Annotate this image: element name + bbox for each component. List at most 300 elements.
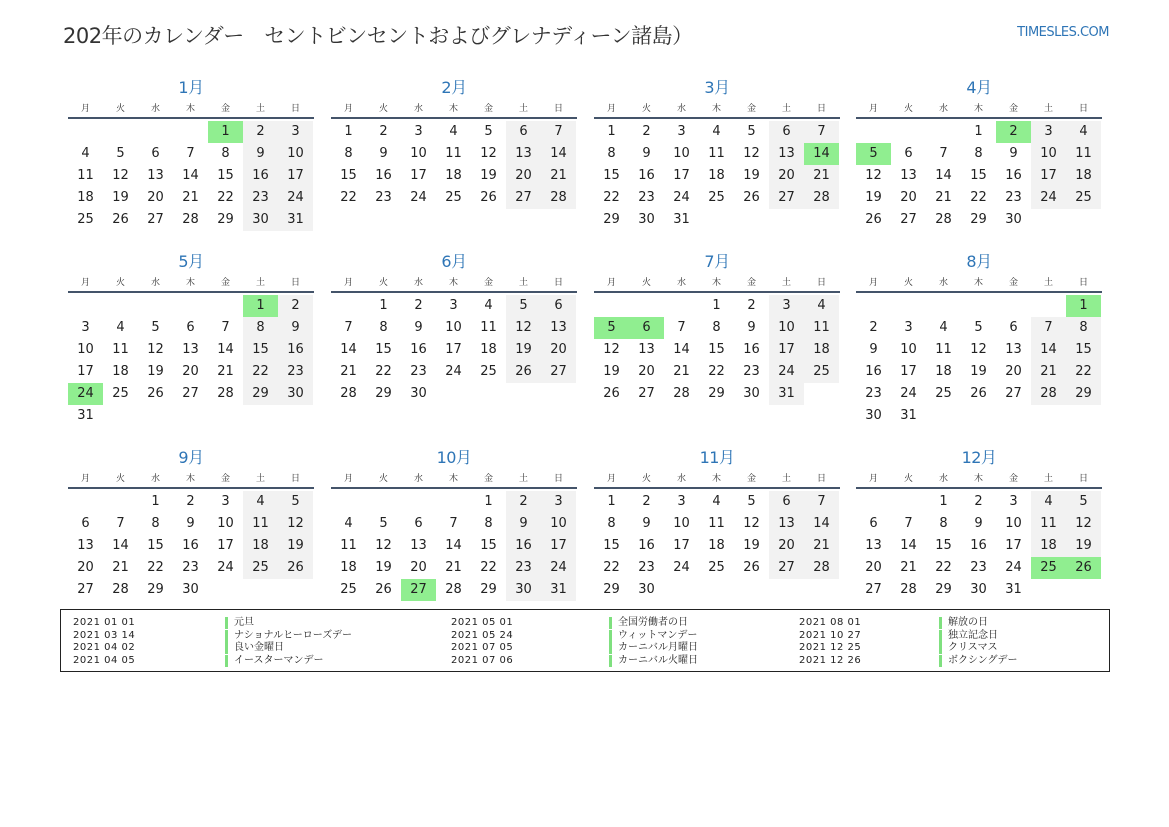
day-cell: 21 bbox=[541, 165, 576, 187]
day-cell: 10 bbox=[278, 143, 313, 165]
day-cell: 9 bbox=[186, 516, 195, 531]
day-cell: 12 bbox=[865, 168, 882, 183]
month-divider bbox=[68, 117, 314, 119]
month-name: 3月 bbox=[704, 78, 730, 97]
day-cell: 18 bbox=[935, 364, 952, 379]
day-cell: 28 bbox=[935, 212, 952, 227]
day-cell: 20 bbox=[638, 364, 655, 379]
day-cell: 16 bbox=[970, 538, 987, 553]
day-cell: 5 bbox=[484, 124, 493, 139]
day-cell: 6 bbox=[506, 121, 541, 143]
holiday-date: 2021 12 26 bbox=[799, 654, 862, 666]
weekday-label: 金 bbox=[220, 278, 230, 288]
day-cell: 7 bbox=[804, 491, 839, 513]
day-cell: 12 bbox=[480, 146, 497, 161]
day-cell: 20 bbox=[769, 165, 804, 187]
day-cell: 11 bbox=[243, 513, 278, 535]
day-cell: 3 bbox=[278, 121, 313, 143]
page-title: 202年のカレンダー セントビンセントおよびグレナディーン諸島） bbox=[63, 24, 693, 48]
day-cell: 29 bbox=[1066, 383, 1101, 405]
weekday-label: 土 bbox=[255, 474, 265, 484]
weekday-label: 金 bbox=[483, 474, 493, 484]
holiday-date: 2021 03 14 bbox=[73, 629, 136, 641]
day-cell: 11 bbox=[112, 342, 129, 357]
holiday-name: ボクシングデー bbox=[939, 655, 1018, 667]
day-cell: 26 bbox=[112, 212, 129, 227]
day-cell: 23 bbox=[506, 557, 541, 579]
day-cell: 30 bbox=[182, 582, 199, 597]
weekday-header bbox=[594, 275, 840, 287]
day-cell: 30 bbox=[865, 408, 882, 423]
weekday-label: 水 bbox=[938, 278, 948, 288]
weekday-label: 金 bbox=[1008, 104, 1018, 114]
day-cell: 30 bbox=[506, 579, 541, 601]
day-cell: 29 bbox=[243, 383, 278, 405]
day-cell: 20 bbox=[865, 560, 882, 575]
month-12 bbox=[856, 445, 1102, 601]
day-cell: 23 bbox=[410, 364, 427, 379]
day-cell: 3 bbox=[221, 494, 230, 509]
day-cell: 14 bbox=[112, 538, 129, 553]
site-link[interactable]: TIMESLES.COM bbox=[1017, 25, 1109, 40]
weekday-label: 水 bbox=[676, 104, 686, 114]
day-cell: 21 bbox=[112, 560, 129, 575]
day-cell: 25 bbox=[935, 386, 952, 401]
day-cell: 20 bbox=[410, 560, 427, 575]
day-cell: 18 bbox=[1066, 165, 1101, 187]
weekday-label: 水 bbox=[150, 474, 160, 484]
day-cell: 14 bbox=[182, 168, 199, 183]
day-cell: 2 bbox=[506, 491, 541, 513]
weekday-label: 水 bbox=[938, 474, 948, 484]
holiday-day: 26 bbox=[1066, 557, 1101, 579]
day-cell: 7 bbox=[344, 320, 353, 335]
day-cell: 18 bbox=[77, 190, 94, 205]
day-cell: 24 bbox=[445, 364, 462, 379]
day-cell: 6 bbox=[81, 516, 90, 531]
day-cell: 15 bbox=[970, 168, 987, 183]
weekday-label: 木 bbox=[973, 474, 983, 484]
day-cell: 11 bbox=[804, 317, 839, 339]
month-3 bbox=[594, 75, 840, 231]
day-cell: 8 bbox=[344, 146, 353, 161]
day-cell: 17 bbox=[541, 535, 576, 557]
day-cell: 28 bbox=[445, 582, 462, 597]
day-cell: 8 bbox=[607, 146, 616, 161]
day-cell: 3 bbox=[769, 295, 804, 317]
day-cell: 2 bbox=[278, 295, 313, 317]
day-cell: 29 bbox=[935, 582, 952, 597]
day-cell: 7 bbox=[1031, 317, 1066, 339]
weekday-label: 火 bbox=[378, 278, 388, 288]
day-cell: 31 bbox=[278, 209, 313, 231]
weekday-label: 土 bbox=[1043, 104, 1053, 114]
day-cell: 19 bbox=[743, 538, 760, 553]
day-cell: 9 bbox=[379, 146, 388, 161]
day-cell: 25 bbox=[480, 364, 497, 379]
day-cell: 8 bbox=[221, 146, 230, 161]
day-cell: 26 bbox=[865, 212, 882, 227]
holiday-date: 2021 05 24 bbox=[451, 629, 514, 641]
month-1 bbox=[68, 75, 314, 231]
day-cell: 16 bbox=[638, 538, 655, 553]
holiday-date: 2021 04 02 bbox=[73, 642, 136, 653]
day-cell: 2 bbox=[747, 298, 756, 313]
day-cell: 14 bbox=[673, 342, 690, 357]
weekday-label: 月 bbox=[606, 104, 616, 114]
day-cell: 5 bbox=[1066, 491, 1101, 513]
day-cell: 25 bbox=[445, 190, 462, 205]
day-cell: 14 bbox=[340, 342, 357, 357]
month-5 bbox=[68, 249, 314, 427]
day-cell: 29 bbox=[217, 212, 234, 227]
day-cell: 7 bbox=[939, 146, 948, 161]
day-cell: 8 bbox=[974, 146, 983, 161]
day-cell: 23 bbox=[278, 361, 313, 383]
holiday-date: 2021 07 06 bbox=[451, 654, 514, 666]
day-cell: 1 bbox=[939, 494, 948, 509]
day-cell: 29 bbox=[375, 386, 392, 401]
weekday-label: 火 bbox=[903, 278, 913, 288]
day-cell: 13 bbox=[769, 513, 804, 535]
day-cell: 27 bbox=[638, 386, 655, 401]
weekday-label: 金 bbox=[483, 104, 493, 114]
holiday-day: 1 bbox=[243, 295, 278, 317]
day-cell: 3 bbox=[449, 298, 458, 313]
day-cell: 10 bbox=[77, 342, 94, 357]
holiday-day: 25 bbox=[1031, 557, 1066, 579]
day-cell: 1 bbox=[344, 124, 353, 139]
day-cell: 3 bbox=[81, 320, 90, 335]
day-cell: 12 bbox=[278, 513, 313, 535]
day-cell: 17 bbox=[410, 168, 427, 183]
weekday-label: 月 bbox=[868, 278, 878, 288]
day-cell: 8 bbox=[379, 320, 388, 335]
weekday-label: 日 bbox=[816, 104, 826, 114]
day-cell: 9 bbox=[642, 516, 651, 531]
day-cell: 6 bbox=[769, 121, 804, 143]
day-cell: 11 bbox=[480, 320, 497, 335]
weekday-label: 木 bbox=[185, 278, 195, 288]
holiday-date: 2021 12 25 bbox=[799, 642, 862, 653]
day-cell: 7 bbox=[449, 516, 458, 531]
day-cell: 28 bbox=[804, 557, 839, 579]
day-cell: 15 bbox=[243, 339, 278, 361]
day-cell: 22 bbox=[480, 560, 497, 575]
day-cell: 31 bbox=[1005, 582, 1022, 597]
day-cell: 7 bbox=[116, 516, 125, 531]
day-cell: 7 bbox=[677, 320, 686, 335]
weekday-header bbox=[594, 101, 840, 113]
day-cell: 31 bbox=[900, 408, 917, 423]
day-cell: 15 bbox=[147, 538, 164, 553]
holiday-date: 2021 01 01 bbox=[73, 617, 136, 628]
day-cell: 16 bbox=[506, 535, 541, 557]
weekday-label: 火 bbox=[641, 278, 651, 288]
day-cell: 26 bbox=[743, 190, 760, 205]
day-cell: 21 bbox=[804, 165, 839, 187]
day-cell: 19 bbox=[147, 364, 164, 379]
day-cell: 6 bbox=[769, 491, 804, 513]
day-cell: 10 bbox=[541, 513, 576, 535]
holiday-day: 1 bbox=[208, 121, 243, 143]
holiday-day: 24 bbox=[68, 383, 103, 405]
day-cell: 30 bbox=[278, 383, 313, 405]
weekday-label: 土 bbox=[781, 104, 791, 114]
day-cell: 19 bbox=[603, 364, 620, 379]
weekday-label: 日 bbox=[553, 474, 563, 484]
day-cell: 27 bbox=[147, 212, 164, 227]
weekday-label: 土 bbox=[781, 474, 791, 484]
day-cell: 12 bbox=[743, 146, 760, 161]
weekday-header bbox=[331, 471, 577, 483]
weekday-label: 金 bbox=[220, 104, 230, 114]
day-cell: 28 bbox=[900, 582, 917, 597]
day-cell: 17 bbox=[673, 168, 690, 183]
month-6 bbox=[331, 249, 577, 405]
day-cell: 7 bbox=[804, 121, 839, 143]
month-name: 10月 bbox=[436, 448, 472, 467]
day-cell: 19 bbox=[278, 535, 313, 557]
day-cell: 18 bbox=[708, 538, 725, 553]
weekday-header bbox=[68, 471, 314, 483]
day-cell: 5 bbox=[116, 146, 125, 161]
month-name: 1月 bbox=[178, 78, 204, 97]
weekday-label: 水 bbox=[676, 474, 686, 484]
holiday-day: 14 bbox=[804, 143, 839, 165]
day-cell: 26 bbox=[970, 386, 987, 401]
day-cell: 8 bbox=[712, 320, 721, 335]
day-cell: 17 bbox=[278, 165, 313, 187]
day-cell: 13 bbox=[147, 168, 164, 183]
day-cell: 4 bbox=[81, 146, 90, 161]
day-cell: 9 bbox=[1009, 146, 1018, 161]
weekday-label: 水 bbox=[150, 278, 160, 288]
month-divider bbox=[856, 117, 1102, 119]
day-cell: 28 bbox=[182, 212, 199, 227]
day-cell: 23 bbox=[1005, 190, 1022, 205]
day-cell: 12 bbox=[112, 168, 129, 183]
day-cell: 12 bbox=[970, 342, 987, 357]
day-cell: 29 bbox=[970, 212, 987, 227]
day-cell: 2 bbox=[974, 494, 983, 509]
day-cell: 16 bbox=[1005, 168, 1022, 183]
weekday-label: 月 bbox=[606, 278, 616, 288]
day-cell: 9 bbox=[642, 146, 651, 161]
day-cell: 12 bbox=[1066, 513, 1101, 535]
day-cell: 6 bbox=[1009, 320, 1018, 335]
weekday-label: 水 bbox=[938, 104, 948, 114]
weekday-label: 土 bbox=[518, 104, 528, 114]
day-cell: 14 bbox=[1031, 339, 1066, 361]
day-cell: 13 bbox=[182, 342, 199, 357]
day-cell: 1 bbox=[379, 298, 388, 313]
day-cell: 16 bbox=[410, 342, 427, 357]
day-cell: 24 bbox=[900, 386, 917, 401]
weekday-header bbox=[68, 275, 314, 287]
day-cell: 15 bbox=[340, 168, 357, 183]
day-cell: 19 bbox=[506, 339, 541, 361]
day-cell: 23 bbox=[638, 190, 655, 205]
day-cell: 11 bbox=[935, 342, 952, 357]
day-cell: 27 bbox=[865, 582, 882, 597]
day-cell: 1 bbox=[607, 494, 616, 509]
day-cell: 5 bbox=[151, 320, 160, 335]
holiday-name: カーニバル火曜日 bbox=[609, 655, 698, 667]
day-cell: 11 bbox=[1031, 513, 1066, 535]
day-cell: 13 bbox=[638, 342, 655, 357]
day-cell: 16 bbox=[865, 364, 882, 379]
day-cell: 15 bbox=[1066, 339, 1101, 361]
day-cell: 30 bbox=[743, 386, 760, 401]
day-cell: 18 bbox=[243, 535, 278, 557]
day-cell: 18 bbox=[480, 342, 497, 357]
weekday-label: 日 bbox=[290, 104, 300, 114]
weekday-label: 日 bbox=[1078, 278, 1088, 288]
weekday-header bbox=[594, 471, 840, 483]
day-cell: 24 bbox=[410, 190, 427, 205]
day-cell: 4 bbox=[1031, 491, 1066, 513]
day-cell: 26 bbox=[147, 386, 164, 401]
day-cell: 2 bbox=[642, 494, 651, 509]
day-cell: 4 bbox=[449, 124, 458, 139]
day-cell: 5 bbox=[379, 516, 388, 531]
day-cell: 25 bbox=[243, 557, 278, 579]
day-cell: 9 bbox=[278, 317, 313, 339]
month-divider bbox=[68, 487, 314, 489]
day-cell: 2 bbox=[379, 124, 388, 139]
weekday-label: 金 bbox=[746, 104, 756, 114]
month-name: 6月 bbox=[441, 252, 467, 271]
day-cell: 22 bbox=[1066, 361, 1101, 383]
holiday-date: 2021 08 01 bbox=[799, 617, 862, 628]
holiday-name: クリスマス bbox=[939, 642, 998, 654]
day-cell: 12 bbox=[603, 342, 620, 357]
day-cell: 16 bbox=[638, 168, 655, 183]
holiday-name: カーニバル月曜日 bbox=[609, 642, 698, 654]
day-cell: 1 bbox=[607, 124, 616, 139]
weekday-header bbox=[331, 275, 577, 287]
weekday-label: 水 bbox=[413, 278, 423, 288]
day-cell: 10 bbox=[445, 320, 462, 335]
day-cell: 2 bbox=[414, 298, 423, 313]
holiday-name: イースターマンデー bbox=[225, 655, 324, 667]
day-cell: 17 bbox=[217, 538, 234, 553]
holiday-day: 2 bbox=[996, 121, 1031, 143]
day-cell: 8 bbox=[607, 516, 616, 531]
holiday-name: ナショナルヒーローズデー bbox=[225, 630, 352, 642]
weekday-label: 日 bbox=[1078, 474, 1088, 484]
day-cell: 21 bbox=[340, 364, 357, 379]
day-cell: 15 bbox=[935, 538, 952, 553]
weekday-label: 木 bbox=[973, 278, 983, 288]
weekday-label: 火 bbox=[903, 474, 913, 484]
day-cell: 20 bbox=[77, 560, 94, 575]
day-cell: 8 bbox=[243, 317, 278, 339]
day-cell: 28 bbox=[673, 386, 690, 401]
month-divider bbox=[856, 487, 1102, 489]
day-cell: 9 bbox=[974, 516, 983, 531]
day-cell: 6 bbox=[904, 146, 913, 161]
day-cell: 24 bbox=[278, 187, 313, 209]
day-cell: 13 bbox=[865, 538, 882, 553]
weekday-label: 金 bbox=[1008, 474, 1018, 484]
day-cell: 17 bbox=[77, 364, 94, 379]
month-divider bbox=[331, 487, 577, 489]
day-cell: 30 bbox=[1005, 212, 1022, 227]
weekday-label: 水 bbox=[676, 278, 686, 288]
day-cell: 18 bbox=[804, 339, 839, 361]
weekday-label: 月 bbox=[868, 104, 878, 114]
day-cell: 28 bbox=[1031, 383, 1066, 405]
day-cell: 25 bbox=[112, 386, 129, 401]
day-cell: 2 bbox=[642, 124, 651, 139]
month-name: 7月 bbox=[704, 252, 730, 271]
day-cell: 22 bbox=[603, 190, 620, 205]
day-cell: 18 bbox=[340, 560, 357, 575]
holiday-name: 独立記念日 bbox=[939, 630, 998, 642]
day-cell: 19 bbox=[480, 168, 497, 183]
day-cell: 27 bbox=[77, 582, 94, 597]
day-cell: 17 bbox=[769, 339, 804, 361]
day-cell: 3 bbox=[904, 320, 913, 335]
month-9 bbox=[68, 445, 314, 601]
day-cell: 24 bbox=[1031, 187, 1066, 209]
day-cell: 25 bbox=[708, 190, 725, 205]
day-cell: 15 bbox=[375, 342, 392, 357]
day-cell: 10 bbox=[900, 342, 917, 357]
month-name: 8月 bbox=[966, 252, 992, 271]
day-cell: 4 bbox=[712, 494, 721, 509]
month-name: 9月 bbox=[178, 448, 204, 467]
month-11 bbox=[594, 445, 840, 601]
weekday-label: 火 bbox=[641, 474, 651, 484]
month-name: 4月 bbox=[966, 78, 992, 97]
day-cell: 20 bbox=[769, 535, 804, 557]
day-cell: 9 bbox=[243, 143, 278, 165]
day-cell: 21 bbox=[217, 364, 234, 379]
day-cell: 25 bbox=[1066, 187, 1101, 209]
weekday-label: 火 bbox=[115, 474, 125, 484]
day-cell: 4 bbox=[116, 320, 125, 335]
day-cell: 31 bbox=[77, 408, 94, 423]
month-divider bbox=[331, 117, 577, 119]
day-cell: 22 bbox=[603, 560, 620, 575]
weekday-label: 火 bbox=[641, 104, 651, 114]
month-name: 11月 bbox=[699, 448, 735, 467]
weekday-header bbox=[856, 275, 1102, 287]
day-cell: 28 bbox=[112, 582, 129, 597]
day-cell: 3 bbox=[541, 491, 576, 513]
day-cell: 25 bbox=[804, 361, 839, 383]
day-cell: 30 bbox=[410, 386, 427, 401]
weekday-label: 木 bbox=[711, 104, 721, 114]
day-cell: 21 bbox=[804, 535, 839, 557]
weekday-label: 水 bbox=[413, 474, 423, 484]
weekday-label: 土 bbox=[1043, 278, 1053, 288]
day-cell: 15 bbox=[708, 342, 725, 357]
month-divider bbox=[594, 117, 840, 119]
weekday-label: 日 bbox=[816, 474, 826, 484]
holiday-date: 2021 10 27 bbox=[799, 629, 862, 641]
weekday-header bbox=[331, 101, 577, 113]
day-cell: 1 bbox=[484, 494, 493, 509]
day-cell: 12 bbox=[506, 317, 541, 339]
day-cell: 6 bbox=[414, 516, 423, 531]
day-cell: 27 bbox=[182, 386, 199, 401]
day-cell: 6 bbox=[151, 146, 160, 161]
weekday-label: 土 bbox=[255, 278, 265, 288]
